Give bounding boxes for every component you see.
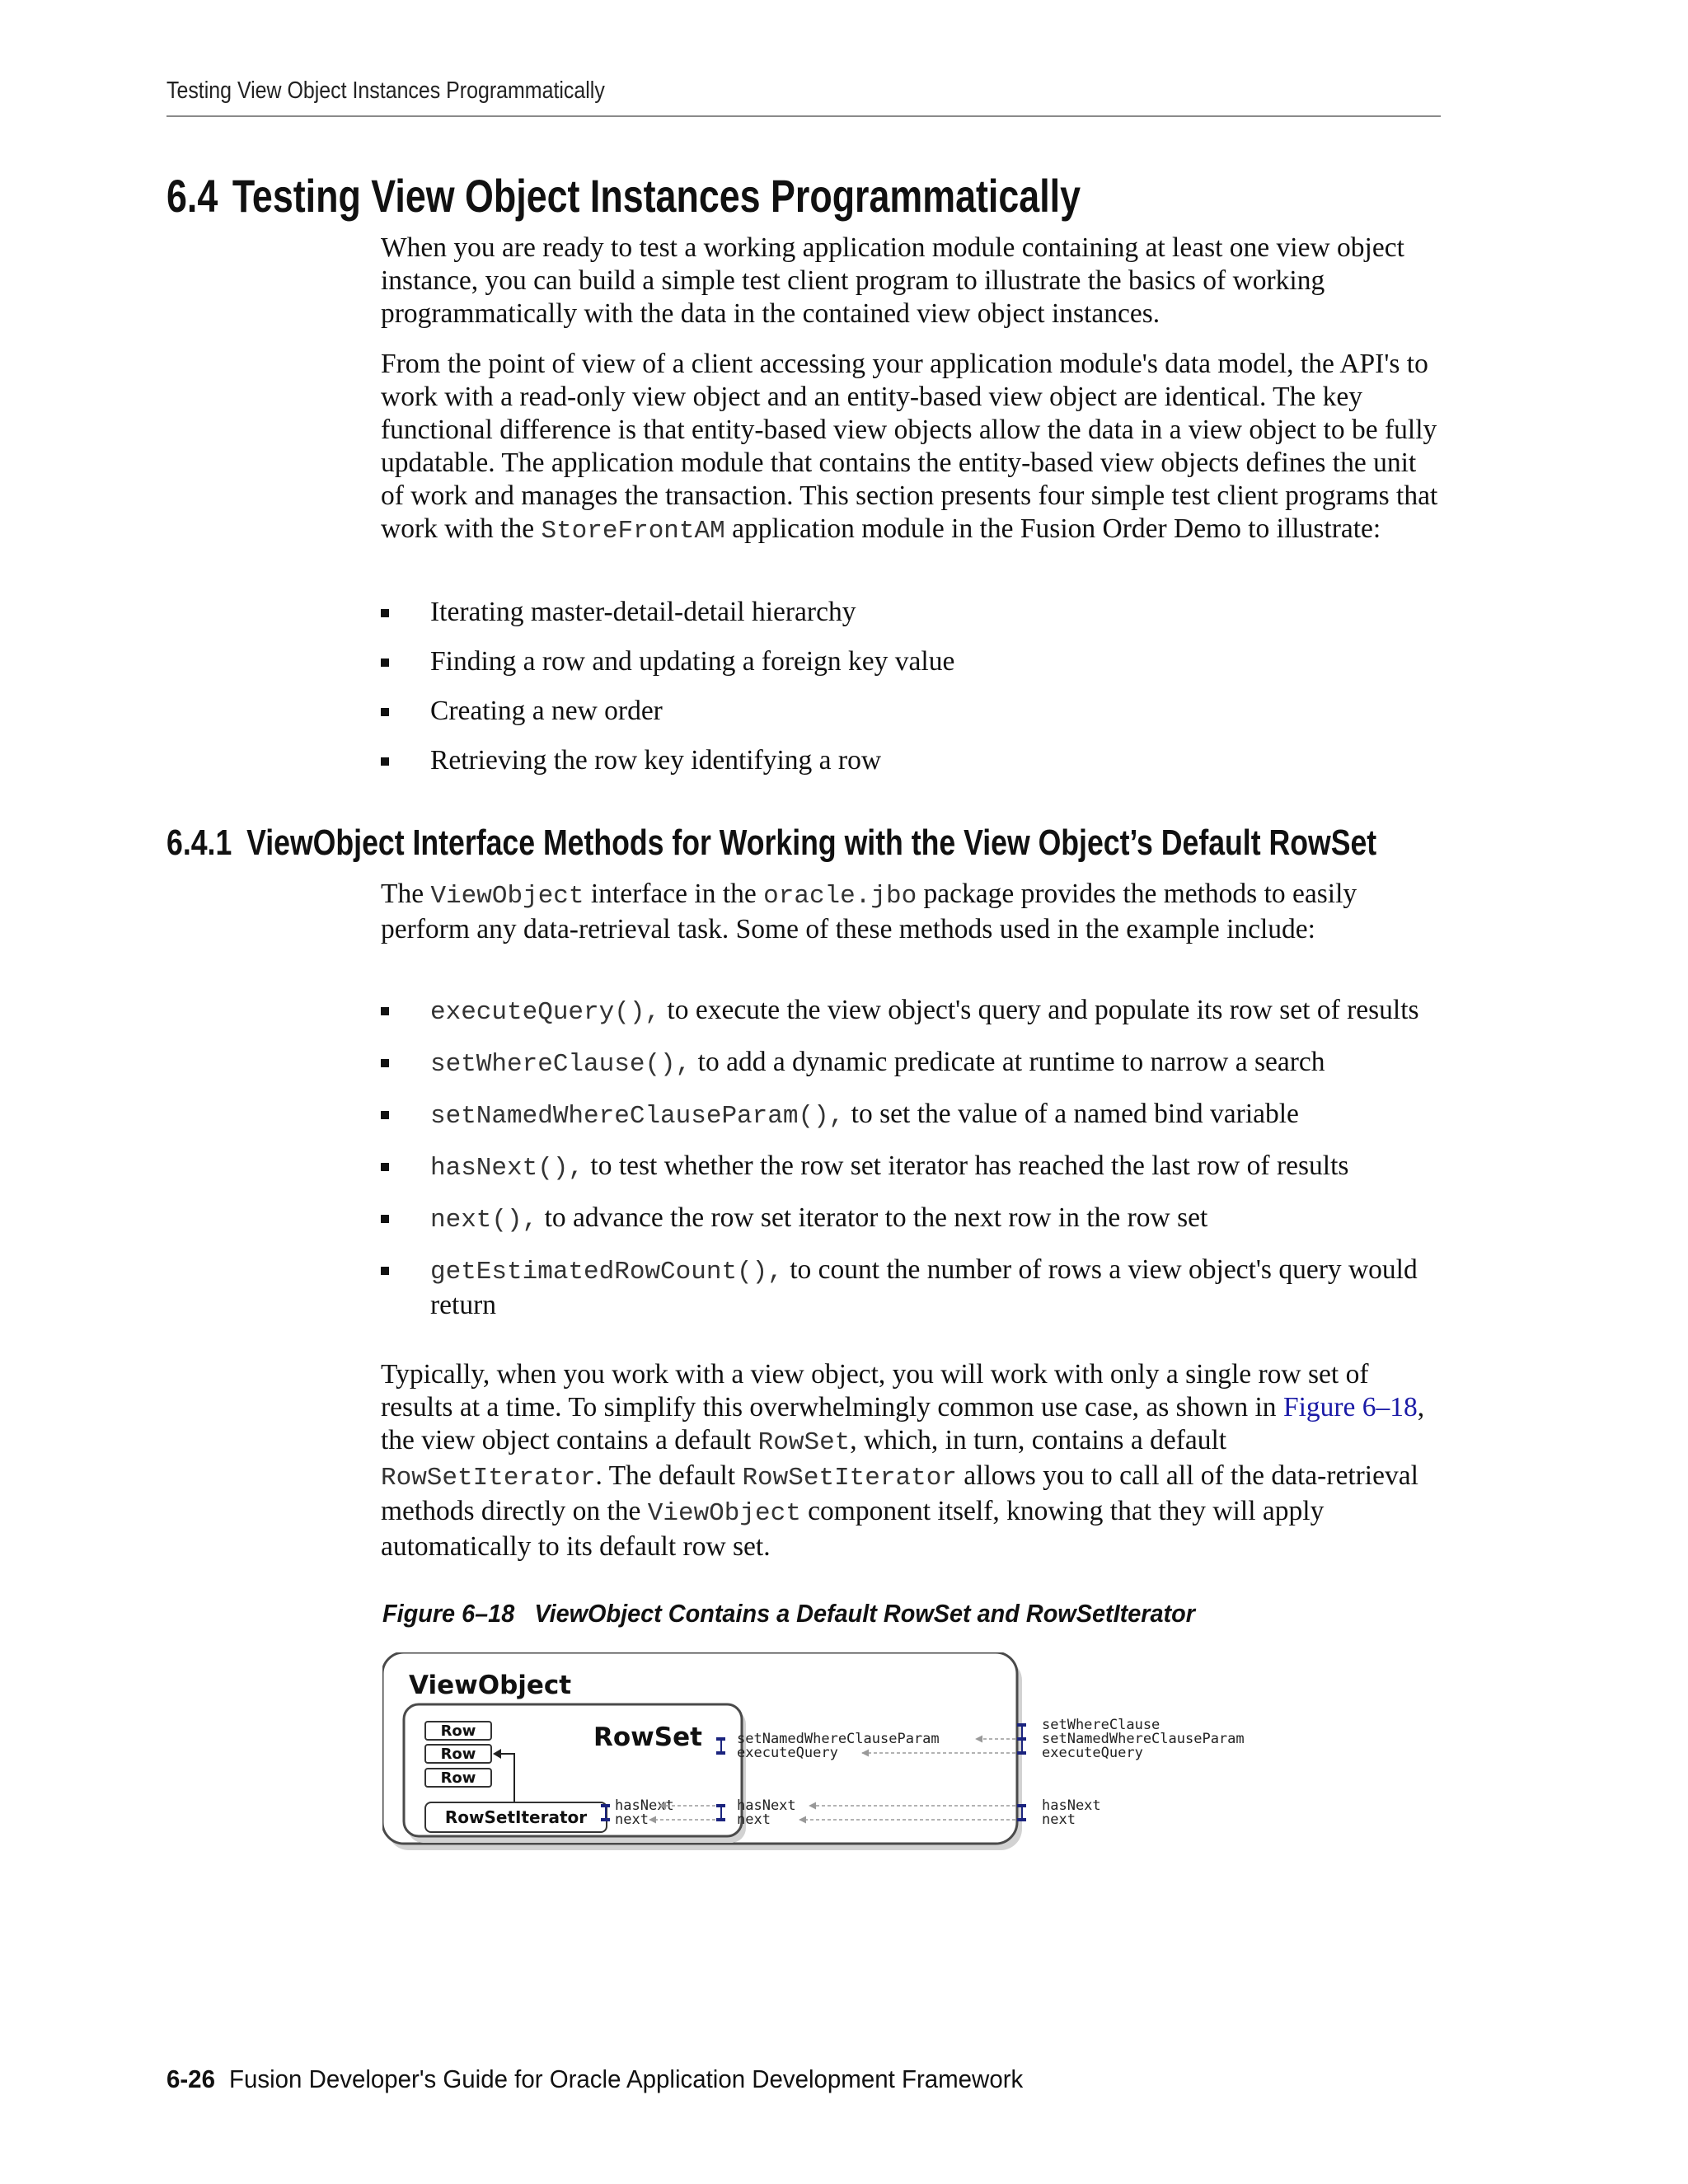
paragraph-2: From the point of view of a client accessing your application module's data model, the API's to work with a read-only view object and an entity-based view object are identical. The key functional difference is that entity-based view objects allow the data in a view object to be fully updatable. The application module that contains the entity-based view objects defines the unit of work and manages the transaction. This section presents four simple test client programs that work with the StoreFrontAM application module in the Fusion Order Demo to illustrate: [381,349,1438,546]
running-header: Testing View Object Instances Programmatically [166,77,605,104]
figure-caption [382,1599,1195,1629]
inline-code: ViewObject [647,1499,801,1528]
bullet-icon [381,1007,389,1015]
figure-title: ViewObject Contains a Default RowSet and RowSetIterator [534,1599,1195,1628]
row-box [425,1722,491,1740]
method-code: executeQuery(), [430,998,661,1027]
method-code: next(), [430,1206,538,1235]
rowsetiterator-label: RowSetIterator [444,1807,588,1827]
subsection-title: ViewObject Interface Methods for Working with the View Object’s Default RowSet [246,823,1377,863]
interface-bar [1021,1723,1023,1755]
inline-code: StoreFrontAM [541,517,725,546]
viewobject-method-label: next [1042,1811,1076,1828]
rowsetiterator-box [425,1802,607,1832]
interface-bar [720,1737,722,1755]
subsection-number: 6.4.1 [166,823,232,863]
section-paragraph-2 [381,348,1444,548]
rowset-method-label: next [737,1811,771,1828]
bullet-icon [381,658,389,667]
interface-bar [605,1804,607,1821]
bullet-icon [381,1267,389,1275]
inline-code: RowSet [757,1428,851,1457]
row-label: Row [440,1722,476,1740]
inline-code: RowSetIterator [742,1464,957,1493]
page-footer [166,2064,1023,2094]
header-rule [166,115,1441,117]
row-label: Row [440,1769,476,1787]
section-title: Testing View Object Instances Programmatically [232,170,1081,222]
subsection-heading [166,823,1376,864]
list-item: Iterating master-detail-detail hierarchy [381,596,1444,629]
method-code: setWhereClause(), [430,1050,692,1079]
section-intro-paragraph [381,232,1444,330]
row-box [425,1769,491,1787]
method-code: setNamedWhereClauseParam(), [430,1102,845,1131]
list-item: Retrieving the row key identifying a row [381,744,1444,777]
bullet-icon [381,609,389,617]
subsection-intro [381,878,1444,946]
figure-cross-reference-link[interactable]: Figure 6–18 [1282,1392,1418,1422]
section-number: 6.4 [166,170,218,222]
iterator-method-label: hasNext [615,1797,674,1814]
paragraph-4: Typically, when you work with a view object, you will work with only a single row set of results at a time. To simplify this overwhelmingly common use case, as shown in Figure 6–18, the view object contains a default RowSet, which, in turn, contains a default RowSetIterator. The default RowSetIterator allows you to call all of the data-retrieval methods directly on the ViewObject component itself, knowing that they will apply automatically to its default row set. [381,1359,1425,1562]
rowset-method-label: executeQuery [737,1745,838,1761]
inline-code: RowSetIterator [381,1464,596,1493]
list-item: setNamedWhereClauseParam(), to set the value of a named bind variable [381,1098,1444,1133]
method-code: hasNext(), [430,1154,584,1183]
figure-number: Figure 6–18 [382,1599,515,1628]
section-heading [166,169,1081,223]
feature-list [381,596,1444,777]
method-code: getEstimatedRowCount(), [430,1258,783,1286]
list-item: executeQuery(), to execute the view object's query and populate its row set of results [381,994,1444,1029]
bullet-icon [381,1215,389,1223]
bullet-icon [381,1059,389,1067]
list-item: getEstimatedRowCount(), to count the number of rows a view object's query would return [381,1254,1444,1322]
viewobject-method-label: setNamedWhereClauseParam [1042,1731,1245,1747]
bullet-icon [381,1163,389,1171]
list-item: Finding a row and updating a foreign key value [381,645,1444,678]
list-item: Creating a new order [381,695,1444,728]
viewobject-method-label: hasNext [1042,1797,1101,1814]
list-item: next(), to advance the row set iterator to the next row in the row set [381,1202,1444,1237]
subsection-paragraph [381,1358,1444,1563]
viewobject-diagram [382,1652,1306,1858]
paragraph-3: The ViewObject interface in the oracle.jbo package provides the methods to easily perform any data-retrieval task. Some of these methods used in the example include: [381,879,1357,944]
iterator-method-label: next [615,1811,649,1828]
page-number: 6-26 [166,2064,215,2093]
inline-code: ViewObject [430,882,584,911]
row-box [425,1745,491,1763]
interface-bar [720,1804,722,1821]
list-item: hasNext(), to test whether the row set iterator has reached the last row of results [381,1150,1444,1185]
viewobject-method-label: setWhereClause [1042,1717,1160,1733]
rowset-method-label: setNamedWhereClauseParam [737,1731,940,1747]
bullet-icon [381,708,389,716]
row-label: Row [440,1746,476,1763]
bullet-icon [381,1111,389,1119]
paragraph-1: When you are ready to test a working application module containing at least one view object instance, you can build a simple test client program to illustrate the basics of working programmatically with the data in the contained view object instances. [381,232,1404,329]
viewobject-label: ViewObject [409,1671,572,1700]
inline-code: oracle.jbo [763,882,917,911]
list-item: setWhereClause(), to add a dynamic predicate at runtime to narrow a search [381,1046,1444,1081]
book-title: Fusion Developer's Guide for Oracle Application Development Framework [229,2064,1024,2093]
rowset-method-label: hasNext [737,1797,796,1814]
viewobject-method-label: executeQuery [1042,1745,1143,1761]
bullet-icon [381,757,389,766]
rowset-label: RowSet [593,1722,702,1752]
method-list [381,994,1444,1322]
interface-bar [1021,1804,1023,1821]
